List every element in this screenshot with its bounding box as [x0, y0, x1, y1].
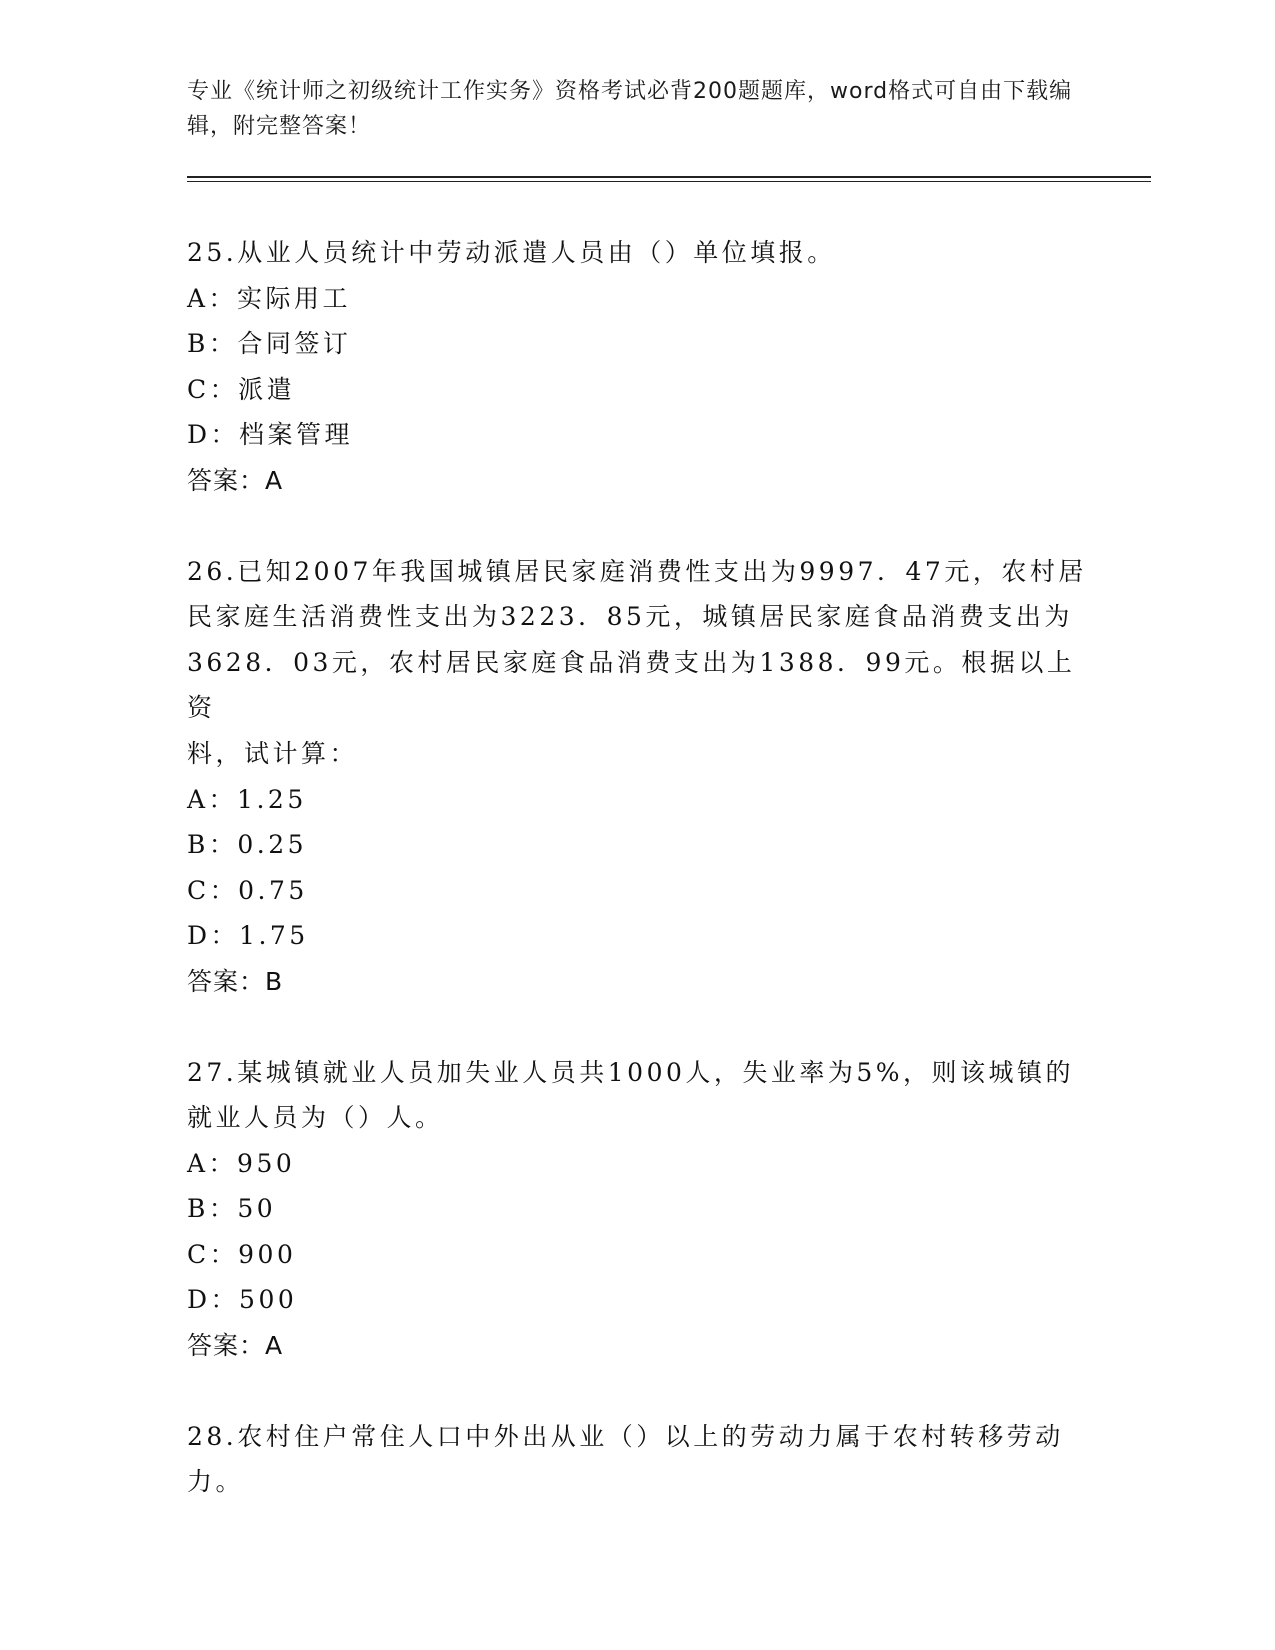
question-stem: 25.从业人员统计中劳动派遣人员由（）单位填报。	[187, 238, 836, 267]
option-b: B：50	[187, 1194, 277, 1224]
option-d: D：500	[187, 1285, 298, 1315]
option-b: B：合同签订	[187, 329, 352, 359]
question-stem: 就业人员为（）人。	[187, 1103, 444, 1133]
question-27	[187, 1050, 1087, 1369]
option-a: A：1.25	[187, 784, 307, 814]
question-25	[187, 230, 1087, 504]
answer: 答案：A	[187, 465, 284, 495]
option-c: C：0.75	[187, 875, 308, 905]
option-c: C：派遣	[187, 374, 296, 404]
answer: 答案：B	[187, 966, 284, 996]
question-stem: 27.某城镇就业人员加失业人员共1000人，失业率为5%，则该城镇的	[187, 1057, 1075, 1087]
question-stem: 力。	[187, 1467, 245, 1497]
option-d: D：1.75	[187, 921, 309, 951]
answer: 答案：A	[187, 1331, 284, 1361]
question-stem: 3628．03元，农村居民家庭食品消费支出为1388．99元。根据以上资	[187, 647, 1076, 723]
question-stem: 料，试计算：	[187, 738, 359, 768]
question-28	[187, 1414, 1087, 1505]
option-a: A：950	[187, 1148, 296, 1178]
option-b: B：0.25	[187, 830, 308, 860]
question-stem: 28.农村住户常住人口中外出从业（）以上的劳动力属于农村转移劳动	[187, 1421, 1064, 1451]
document-header: 专业《统计师之初级统计工作实务》资格考试必背200题题库，word格式可自由下载编辑，附完整答案！	[187, 79, 1073, 139]
question-stem: 26.已知2007年我国城镇居民家庭消费性支出为9997．47元，农村居	[187, 556, 1087, 586]
header-divider	[187, 176, 1151, 182]
question-26	[187, 549, 1087, 1005]
option-c: C：900	[187, 1239, 297, 1269]
question-stem: 民家庭生活消费性支出为3223．85元，城镇居民家庭食品消费支出为	[187, 602, 1073, 632]
question-list	[187, 230, 1087, 1550]
option-d: D：档案管理	[187, 420, 354, 450]
option-a: A：实际用工	[187, 283, 352, 313]
